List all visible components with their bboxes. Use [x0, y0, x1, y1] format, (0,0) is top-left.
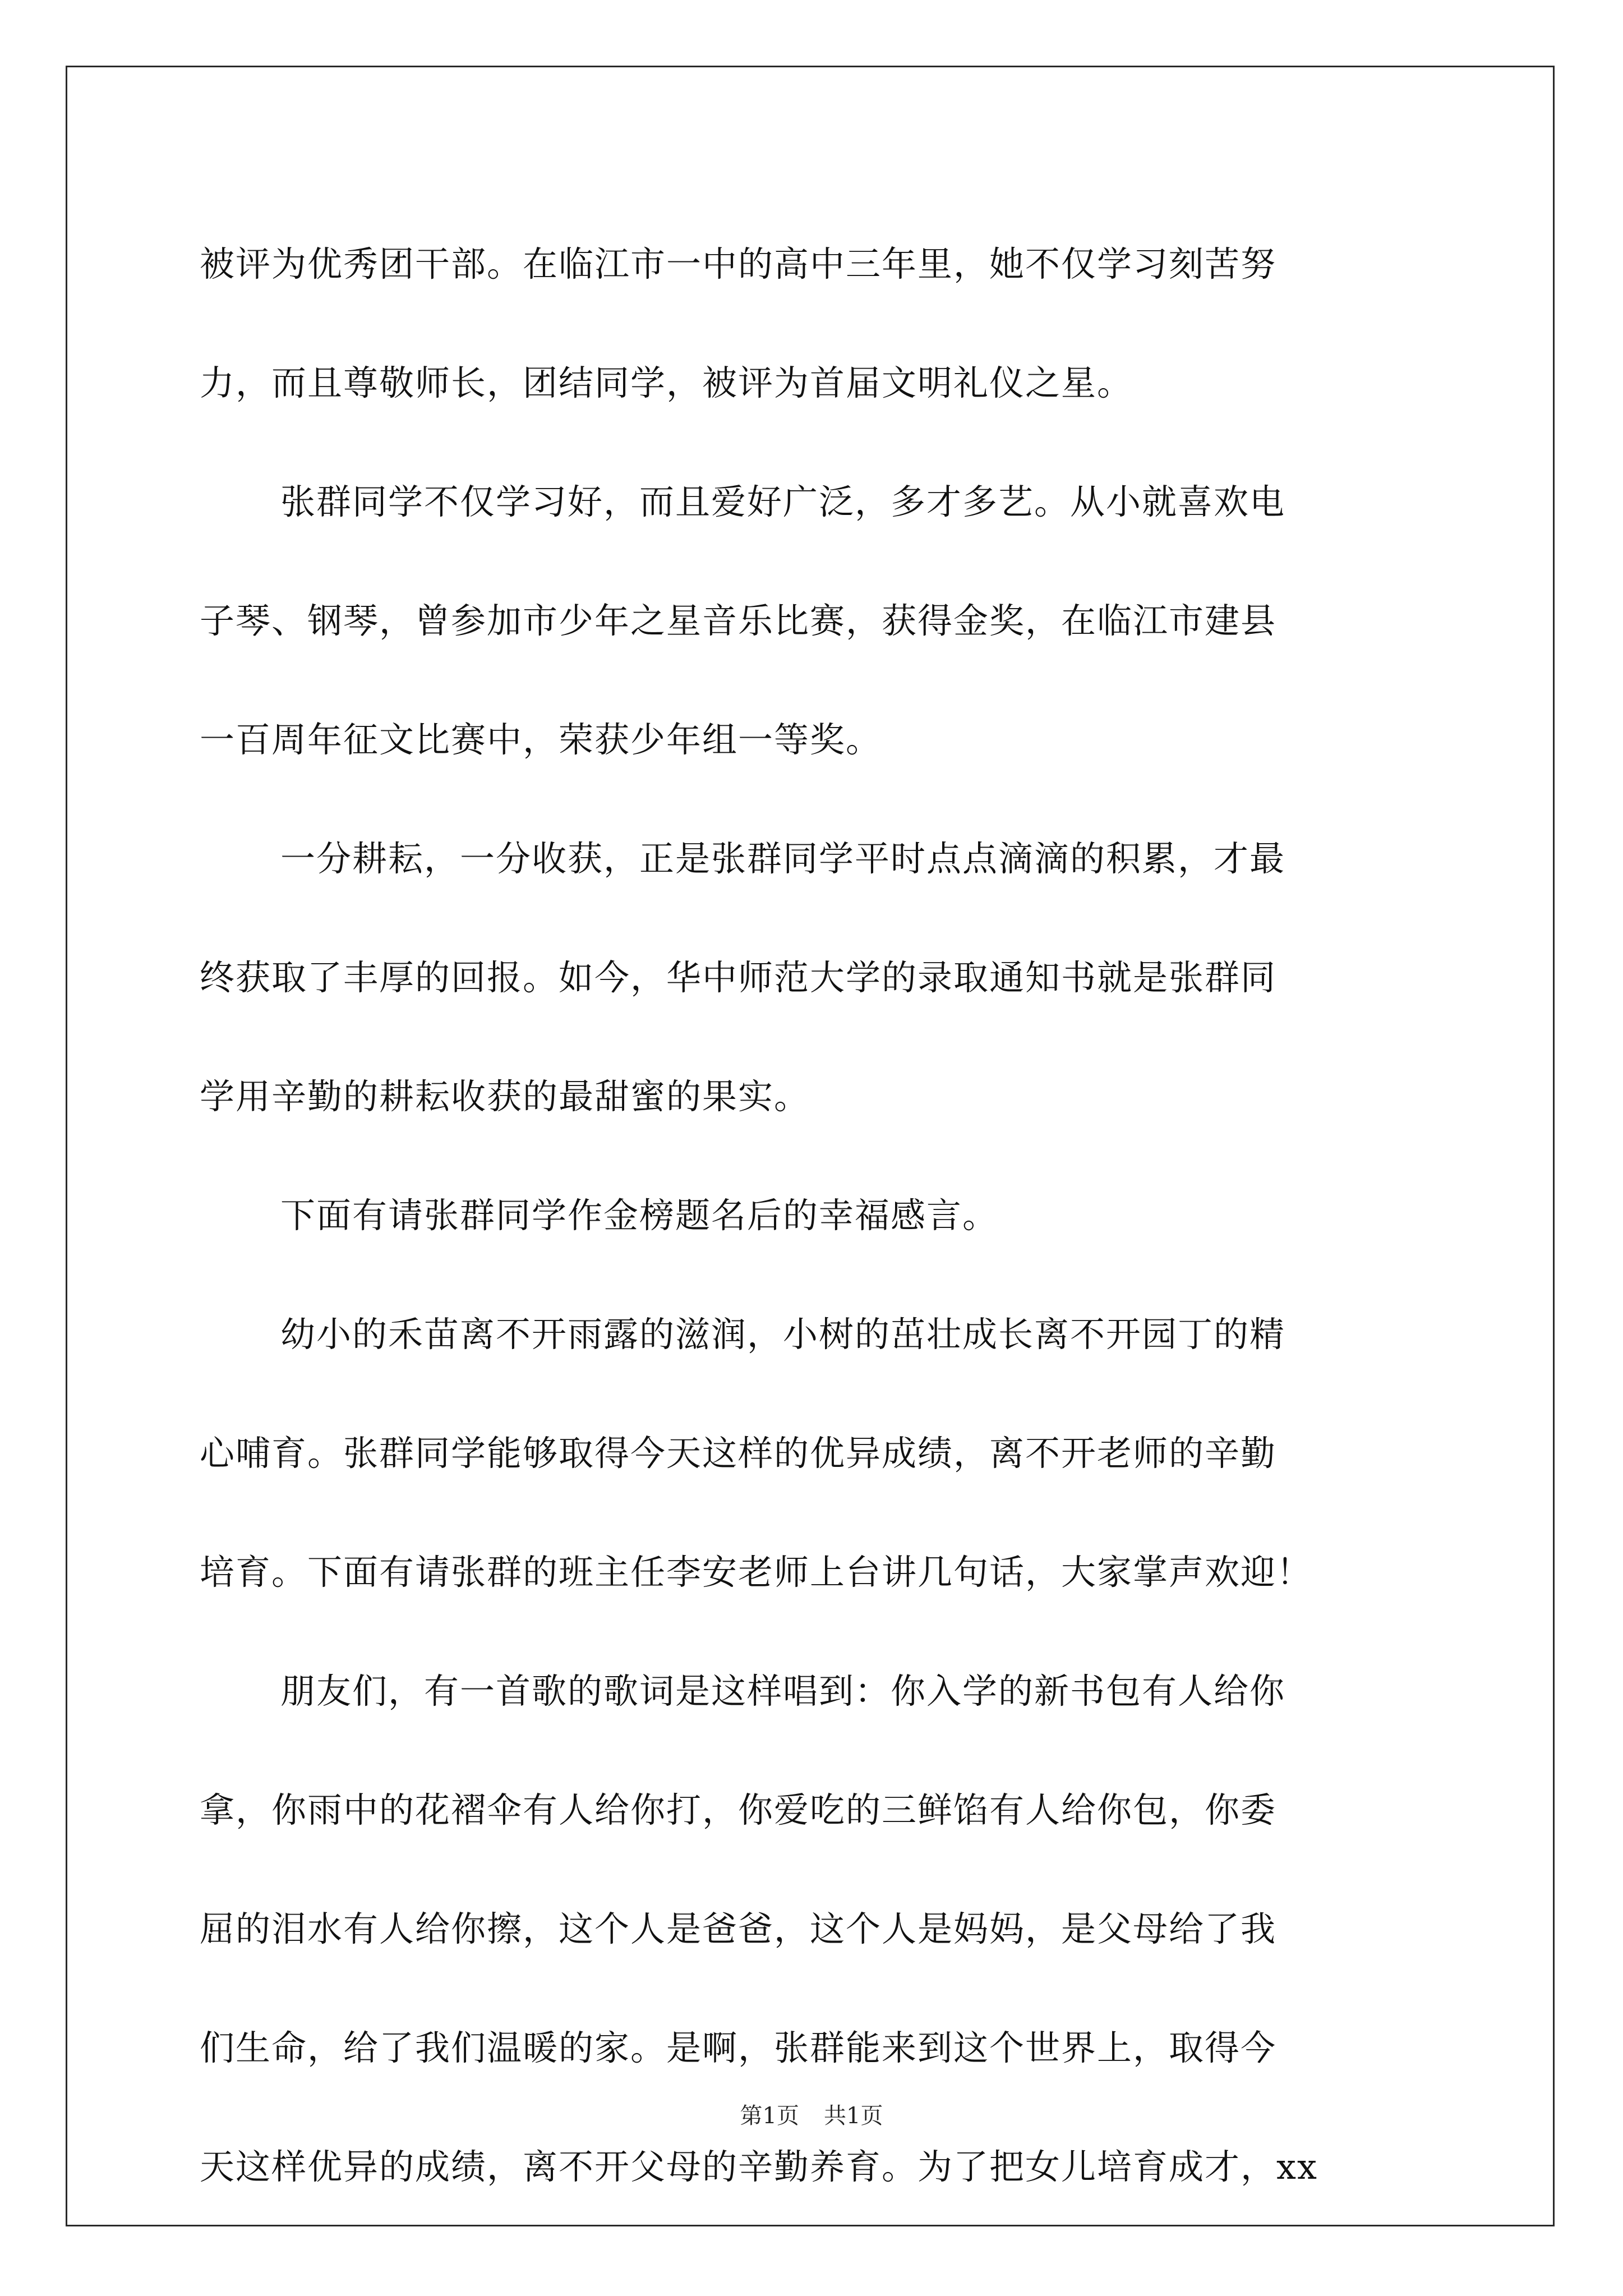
paragraph-line: 下面有请张群同学作金榜题名后的幸福感言。 — [280, 1195, 999, 1236]
page-number-total: 共1页 — [824, 2103, 883, 2129]
paragraph-line: 屈的泪水有人给你擦，这个人是爸爸，这个人是妈妈，是父母给了我 — [200, 1908, 1277, 1949]
paragraph-line: 幼小的禾苗离不开雨露的滋润，小树的茁壮成长离不开园丁的精 — [280, 1314, 1286, 1355]
paragraph-line: 力，而且尊敬师长，团结同学，被评为首届文明礼仪之星。 — [200, 362, 1133, 403]
paragraph-line: 被评为优秀团干部。在临江市一中的高中三年里，她不仅学习刻苦努 — [200, 243, 1277, 284]
page-footer — [0, 2098, 1623, 2130]
paragraph-line: 子琴、钢琴，曾参加市少年之星音乐比赛，获得金奖，在临江市建县 — [200, 600, 1277, 641]
page-number-current: 第1页 — [740, 2103, 799, 2129]
paragraph-line: 天这样优异的成绩，离不开父母的辛勤养育。为了把女儿培育成才，xx — [200, 2146, 1318, 2187]
paragraph-line: 朋友们，有一首歌的歌词是这样唱到：你入学的新书包有人给你 — [280, 1671, 1286, 1711]
paragraph-line: 一分耕耘，一分收获，正是张群同学平时点点滴滴的积累，才最 — [280, 838, 1286, 879]
paragraph-line: 培育。下面有请张群的班主任李安老师上台讲几句话，大家掌声欢迎！ — [200, 1552, 1313, 1593]
paragraph-line: 张群同学不仅学习好，而且爱好广泛，多才多艺。从小就喜欢电 — [280, 481, 1286, 522]
paragraph-line: 学用辛勤的耕耘收获的最甜蜜的果实。 — [200, 1076, 810, 1117]
document-body — [200, 205, 1428, 2226]
paragraph-line: 们生命，给了我们温暖的家。是啊，张群能来到这个世界上，取得今 — [200, 2027, 1277, 2068]
paragraph-line: 终获取了丰厚的回报。如今，华中师范大学的录取通知书就是张群同 — [200, 957, 1277, 998]
paragraph-line: 拿，你雨中的花褶伞有人给你打，你爱吃的三鲜馅有人给你包，你委 — [200, 1789, 1277, 1830]
paragraph-line: 一百周年征文比赛中，荣获少年组一等奖。 — [200, 719, 882, 760]
paragraph-line: 心哺育。张群同学能够取得今天这样的优异成绩，离不开老师的辛勤 — [200, 1433, 1277, 1474]
